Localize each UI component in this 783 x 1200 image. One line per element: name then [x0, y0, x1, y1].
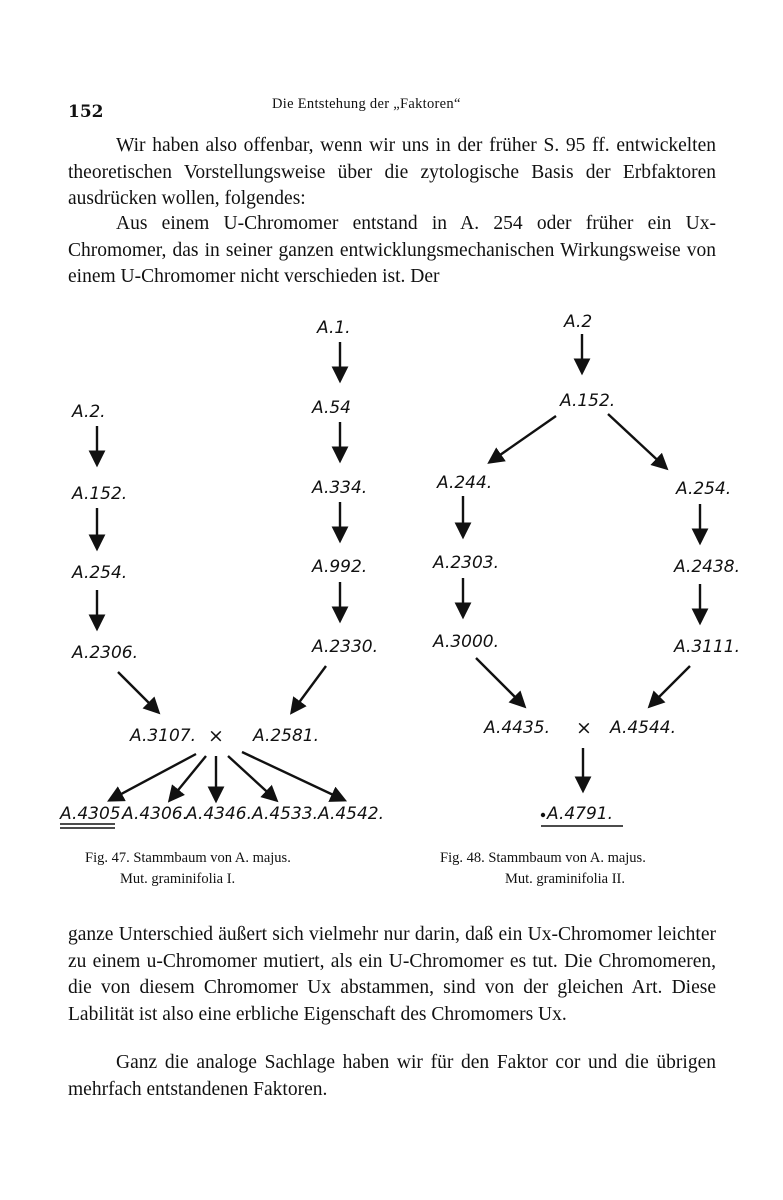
- fig47-right-node-4: A.992.: [312, 557, 368, 577]
- page-number: 152: [68, 102, 104, 122]
- paragraph-1-text: Wir haben also offenbar, wenn wir uns in der früher S. 95 ff. entwickelten theoretischen Vorstellungsweise über die zytologische Basis der Erbfaktoren ausdrücken wollen, folgendes:: [68, 135, 716, 209]
- fig48-right-node-3: A.3111.: [674, 637, 741, 657]
- fig47-cross-left: A.3107.: [130, 726, 197, 746]
- fig47-caption-line2: Mut. graminifolia I.: [120, 871, 236, 887]
- fig48-right-node-2: A.2438.: [674, 557, 741, 577]
- fig48-root-node: A.152.: [560, 391, 616, 411]
- fig47-arrow: [242, 752, 344, 800]
- figure-48: [432, 312, 740, 887]
- running-head: Die Entstehung der „Faktoren“: [272, 96, 461, 112]
- fig47-caption-line1: Fig. 47. Stammbaum von A. majus.: [85, 850, 291, 866]
- fig47-cross-symbol: ×: [208, 725, 224, 747]
- fig48-cross-left: A.4435.: [484, 718, 551, 738]
- fig48-arrow: [476, 658, 524, 706]
- fig48-left-node-1: A.244.: [437, 473, 493, 493]
- paragraph-4-text: Ganz die analoge Sachlage haben wir für den Faktor cor und die übrigen mehrfach entstandenen Faktoren.: [68, 1052, 716, 1100]
- fig47-right-node-1: A.1.: [317, 318, 351, 338]
- fig47-left-node-1: A.2.: [72, 402, 106, 422]
- fig47-offspring-4: A.4533.: [252, 804, 319, 824]
- fig47-arrow: [228, 756, 276, 800]
- paragraph-3-text: ganze Unterschied äußert sich vielmehr nur darin, daß ein Ux-Chromomer leichter zu einem u-Chromomer mutiert, als ein U-Chromomer es tut. Die Chromomeren, die von diesem Chromomer Ux abstammen, sind von der gleichen Art. Diese Labilität ist also eine erbliche Eigenschaft des Chromomers Ux.: [68, 924, 716, 1025]
- fig48-cross-symbol: ×: [576, 717, 592, 739]
- paragraph-3: [68, 922, 716, 1028]
- fig47-left-node-4: A.2306.: [72, 643, 139, 663]
- fig47-left-node-2: A.152.: [72, 484, 128, 504]
- fig47-arrow: [118, 672, 158, 712]
- fig48-caption-line2: Mut. graminifolia II.: [505, 871, 626, 887]
- fig48-left-node-3: A.3000.: [433, 632, 500, 652]
- fig48-top-node: A.2: [564, 312, 593, 332]
- fig47-right-node-5: A.2330.: [312, 637, 379, 657]
- paragraph-1: [68, 133, 716, 213]
- fig47-right-node-2: A.54: [312, 398, 351, 418]
- fig48-arrow: [650, 666, 690, 706]
- fig48-cross-right: A.4544.: [610, 718, 677, 738]
- paragraph-2-text: Aus einem U-Chromomer entstand in A. 254 oder früher ein Ux-Chromomer, das in seiner ganzen entwicklungsmechanischen Wirkungsweise von einem U-Chromomer nicht verschieden ist. Der: [68, 213, 716, 287]
- pedigree-figures: [0, 300, 783, 900]
- figure-47: [59, 318, 384, 887]
- fig47-offspring-3: A.4346.: [186, 804, 253, 824]
- fig48-offspring: A.4791.: [547, 804, 614, 824]
- fig47-arrow: [170, 756, 206, 800]
- fig47-arrow: [292, 666, 326, 712]
- fig48-caption-line1: Fig. 48. Stammbaum von A. majus.: [440, 850, 646, 866]
- fig47-cross-right: A.2581.: [253, 726, 320, 746]
- fig47-left-node-3: A.254.: [72, 563, 128, 583]
- offspring-dot: [541, 813, 545, 817]
- fig48-arrow: [490, 416, 556, 462]
- paragraph-2: [68, 211, 716, 291]
- fig47-offspring-1: A.4305.: [60, 804, 127, 824]
- fig47-offspring-5: A.4542.: [318, 804, 385, 824]
- fig48-left-node-2: A.2303.: [433, 553, 500, 573]
- fig47-arrow: [110, 754, 196, 800]
- fig47-offspring-2: A.4306.: [122, 804, 189, 824]
- fig47-right-node-3: A.334.: [312, 478, 368, 498]
- fig48-right-node-1: A.254.: [676, 479, 732, 499]
- fig48-arrow: [608, 414, 666, 468]
- paragraph-4: [68, 1050, 716, 1103]
